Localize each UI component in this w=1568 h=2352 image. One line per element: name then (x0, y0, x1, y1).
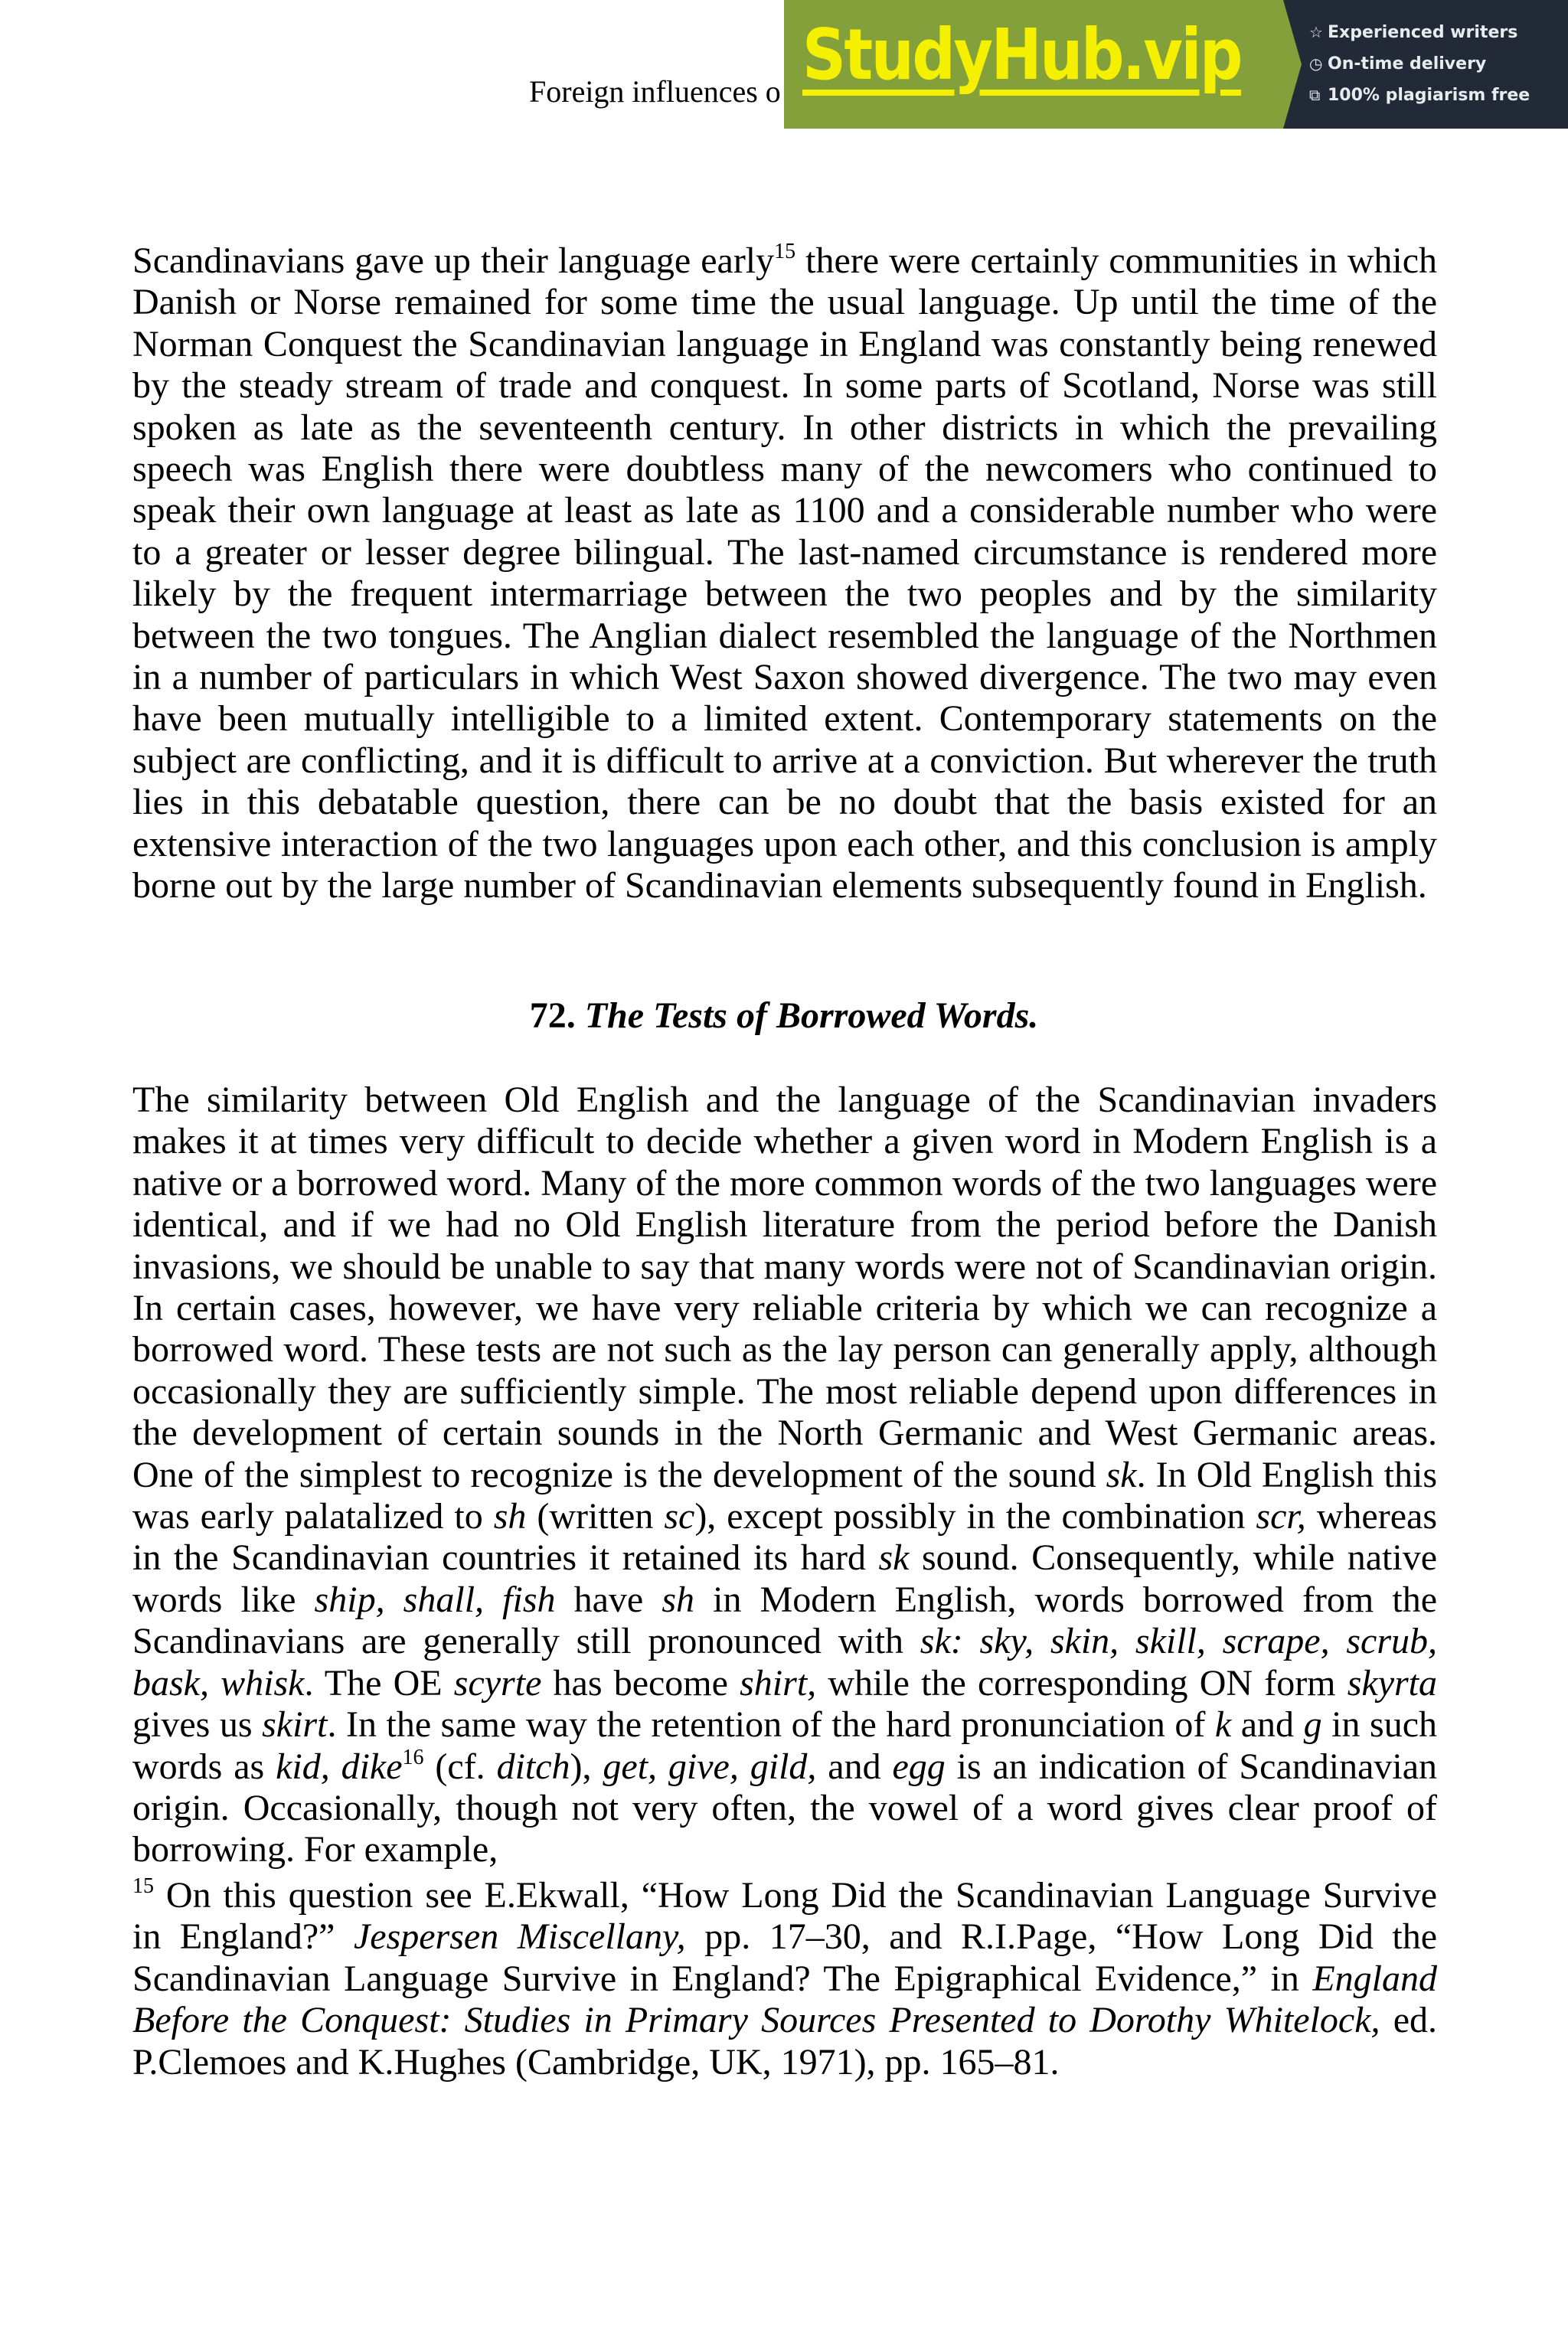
footnote-ref-16[interactable]: 16 (402, 1745, 424, 1769)
ad-banner[interactable] (784, 0, 1568, 129)
text: ), except possibly in the combination (694, 1496, 1256, 1537)
text: while the corresponding ON form (816, 1662, 1348, 1704)
footnote-15 (132, 1875, 1437, 2083)
italic-term: g (1303, 1704, 1322, 1746)
ad-feature-label: On-time delivery (1328, 54, 1487, 74)
text: and (816, 1746, 893, 1787)
italic-term: egg (892, 1746, 946, 1787)
ad-feature-label: 100% plagiarism free (1328, 86, 1530, 105)
ad-feature-plagiarism-free (1309, 84, 1530, 106)
italic-title: Jespersen Miscellany, (353, 1916, 686, 1958)
italic-term: scr, (1256, 1496, 1306, 1537)
text: . In the same way the retention of the hard pronunciation of (327, 1704, 1215, 1746)
section-title: The Tests of Borrowed Words. (584, 995, 1039, 1036)
section-heading (0, 995, 1568, 1037)
star-outline-icon: ☆ (1309, 23, 1323, 41)
italic-term: sh (493, 1496, 527, 1537)
clock-icon: ◷ (1309, 54, 1323, 73)
text: and (1231, 1704, 1304, 1746)
text: ), (570, 1746, 603, 1787)
text: have (555, 1579, 662, 1620)
italic-term: skirt (262, 1704, 328, 1746)
text: whereas in the Scandinavian countries it retained its hard (132, 1496, 1437, 1579)
text: (cf. (423, 1746, 497, 1787)
text: in Modern English, words borrowed from the Scandinavians are generally still pronounced with (132, 1579, 1438, 1662)
text: ed. P.Clemoes and K.Hughes (Cambridge, UK, 1971), pp. 165–81. (132, 2000, 1437, 2082)
section-number: 72. (529, 995, 585, 1036)
italic-term: sc (664, 1496, 695, 1537)
arrow-divider-icon (1265, 0, 1305, 129)
paragraph-scandinavian-language (132, 240, 1437, 907)
ad-logo-panel (784, 0, 1283, 129)
italic-term: skyrta (1347, 1662, 1438, 1704)
italic-term: ship, shall, fish (314, 1579, 556, 1620)
text: is an indication of Scandinavian origin. Occasionally, though not very often, the vowel of a word gives clear proof of borrowing. For example, (132, 1746, 1438, 1870)
text: pp. 17–30, and R.I.Page, “How Long Did the Scandinavian Language Survive in England? The Epigraphical Evidence,” in (132, 1916, 1438, 1999)
text: has become (541, 1662, 740, 1704)
italic-term: sk: sky, skin, skill, scrape, scrub, bask, whisk (132, 1621, 1437, 1704)
text: there were certainly communities in which Danish or Norse remained for some time the usual language. Up until the time of the Norman Conquest the Scandinavian language in England was constantly being renewed by the steady stream of trade and conquest. In some parts of Scotland, Norse was still spoken as late as the seventeenth century. In other districts in which the prevailing speech was English there were doubtless many of the newcomers who continued to speak their own language at least as late as 1100 and a considerable number who were to a greater or lesser degree bilingual. The last-named circumstance is rendered more likely by the frequent intermarriage between the two peoples and by the similarity between the two tongues. The Anglian dialect resembled the language of the Northmen in a number of particulars in which West Saxon showed divergence. The two may even have been mutually intelligible to a limited extent. Contemporary statements on the subject are conflicting, and it is difficult to arrive at a conviction. But wherever the truth lies in this debatable question, there can be no doubt that the basis existed for an extensive interaction of the two languages upon each other, and this conclusion is amply borne out by the large number of Scandinavian elements subsequently found in English. (132, 240, 1438, 906)
text: On this question see E.Ekwall, “How Long Did the Scandinavian Language Survive in England?” (132, 1875, 1437, 1958)
italic-term: scyrte (453, 1662, 542, 1704)
text: Scandinavians gave up their language early (132, 240, 775, 281)
text: sound. Consequently, while native words like (132, 1537, 1437, 1620)
running-header: Foreign influences o (529, 74, 781, 109)
italic-term: shirt, (740, 1662, 817, 1704)
italic-term: sh (662, 1579, 695, 1620)
text: . In Old English this was early palatalized to (132, 1454, 1437, 1537)
copy-document-icon: ⧉ (1309, 86, 1321, 104)
ad-features-panel (1282, 0, 1568, 129)
ad-feature-label: Experienced writers (1328, 23, 1518, 42)
studyhub-logo[interactable]: StudyHub.vip (802, 14, 1241, 96)
text: in such words as (132, 1704, 1437, 1787)
footnote-ref-15[interactable]: 15 (774, 240, 796, 263)
italic-term: get, give, gild, (603, 1746, 817, 1787)
italic-term: sk (878, 1537, 910, 1579)
text: (written (526, 1496, 665, 1537)
italic-term: ditch (496, 1746, 570, 1787)
italic-term: kid, dike (276, 1746, 403, 1787)
ad-feature-experienced-writers (1309, 21, 1517, 44)
text: . The OE (304, 1662, 454, 1704)
italic-title: England Before the Conquest: Studies in Primary Sources Presented to Dorothy Whitelock, (132, 1958, 1437, 2041)
paragraph-tests-of-borrowed-words (132, 1080, 1437, 1871)
italic-term: sk (1106, 1454, 1137, 1495)
text: The similarity between Old English and the language of the Scandinavian invaders makes it at times very difficult to decide whether a given word in Modern English is a native or a borrowed word. Many of the more common words of the two languages were identical, and if we had no Old English literature from the period before the Danish invasions, we should be unable to say that many words were not of Scandinavian origin. In certain cases, however, we have very reliable criteria by which we can recognize a borrowed word. These tests are not such as the lay person can generally apply, although occasionally they are sufficiently simple. The most reliable depend upon differences in the development of certain sounds in the North Germanic and West Germanic areas. One of the simplest to recognize is the development of the sound (132, 1080, 1437, 1495)
ad-feature-on-time-delivery (1309, 53, 1486, 75)
text: gives us (132, 1704, 263, 1746)
italic-term: k (1214, 1704, 1232, 1746)
footnote-marker: 15 (132, 1874, 154, 1898)
